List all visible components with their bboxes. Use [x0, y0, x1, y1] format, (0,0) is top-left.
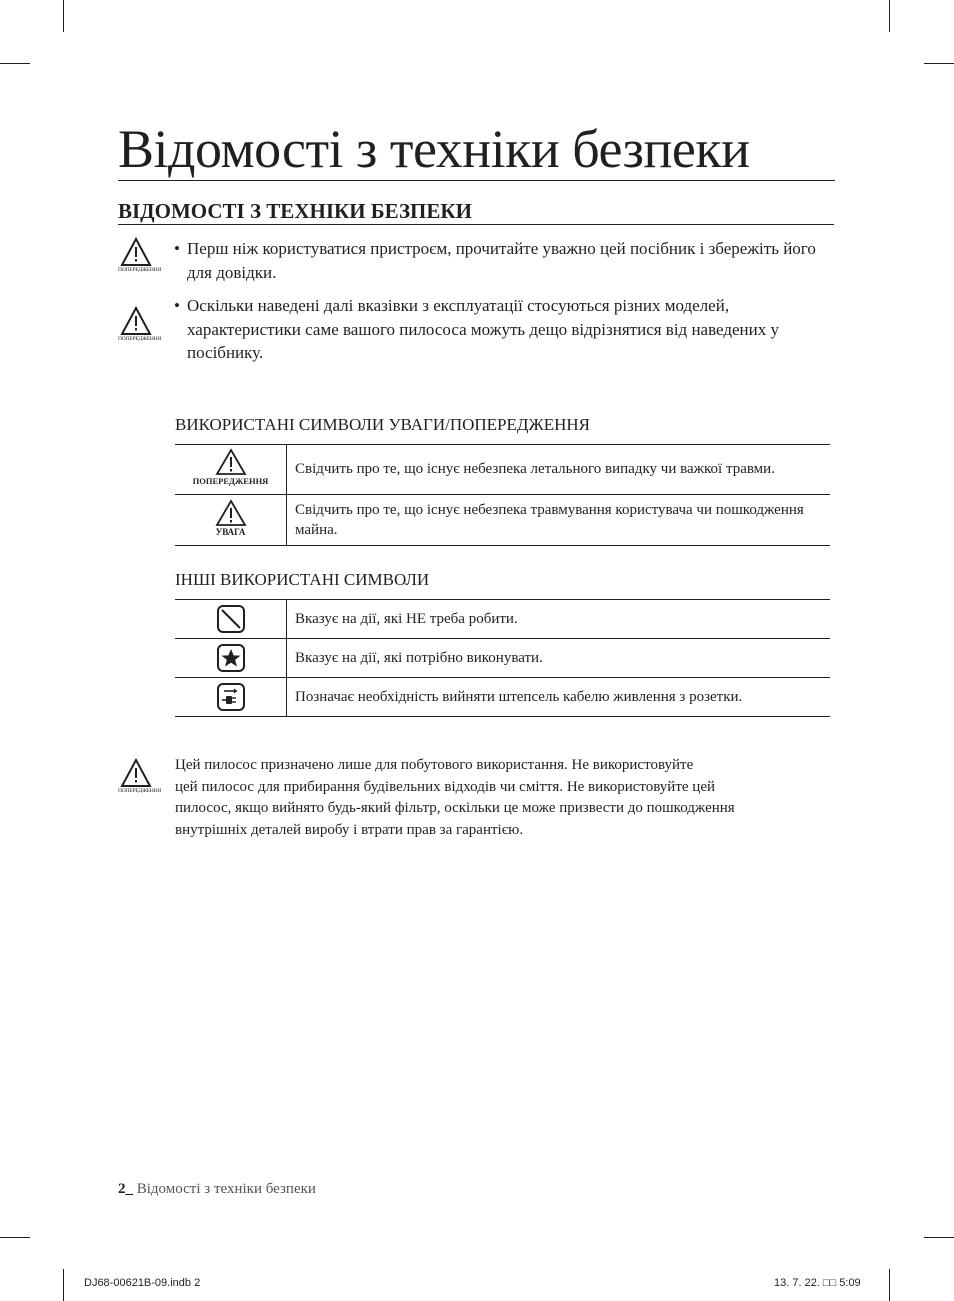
- crop-mark: [0, 63, 30, 64]
- crop-mark: [63, 0, 64, 32]
- caution-symbols-table: [175, 444, 830, 546]
- other-symbols-table: [175, 599, 830, 717]
- page-title: Відомості з техніки безпеки: [118, 118, 835, 181]
- symbol-label: УВАГА: [215, 526, 246, 537]
- warning-triangle-icon: [215, 448, 247, 476]
- table-row: [175, 678, 830, 717]
- bullet: •: [174, 239, 180, 258]
- date-slug: 13. 7. 22. □□ 5:09: [774, 1277, 861, 1289]
- other-symbols-heading: ІНШІ ВИКОРИСТАНІ СИМВОЛИ: [175, 570, 430, 589]
- intro-item: [174, 237, 824, 284]
- warning-icon-block: [118, 306, 161, 343]
- symbol-description: Вказує на дії, які НЕ треба робити.: [287, 600, 831, 639]
- symbol-label: ПОПЕРЕДЖЕННЯ: [192, 476, 269, 487]
- table-row: [175, 445, 830, 495]
- symbol-cell: [175, 445, 287, 495]
- bullet: •: [174, 296, 180, 315]
- intro-text: Перш ніж користуватися пристроєм, прочитайте уважно цей посібник і збережіть його для довідки.: [187, 239, 816, 282]
- table-row: [175, 495, 830, 546]
- warning-icon-label: ПОПЕРЕДЖЕННЯ: [118, 336, 161, 342]
- warning-triangle-icon: [120, 758, 152, 788]
- symbol-cell: [175, 495, 287, 546]
- table-row: [175, 639, 830, 678]
- intro-text: Оскільки наведені далі вказівки з експлуатації стосуються різних моделей, характеристики саме вашого пилососа можуть дещо відрізнятися від наведених у посібнику.: [187, 296, 779, 362]
- warning-triangle-icon: [215, 499, 247, 527]
- symbol-description: Позначає необхідність вийняти штепсель кабелю живлення з розетки.: [287, 678, 831, 717]
- prohibited-icon: [216, 604, 246, 634]
- warning-icon-label: ПОПЕРЕДЖЕННЯ: [118, 788, 161, 794]
- warning-icon-block: [118, 758, 161, 795]
- page-footer: [118, 1179, 316, 1199]
- page-number: 2_: [118, 1181, 133, 1197]
- crop-mark: [63, 1269, 64, 1301]
- warning-icon-block: [118, 237, 161, 274]
- symbol-description: Свідчить про те, що існує небезпека травмування користувача чи пошкодження майна.: [287, 495, 831, 546]
- symbol-description: Свідчить про те, що існує небезпека летального випадку чи важкої травми.: [287, 445, 831, 495]
- unplug-icon: [216, 682, 246, 712]
- crop-mark: [924, 1237, 954, 1238]
- footer-section-label: Відомості з техніки безпеки: [133, 1181, 316, 1197]
- table-row: [175, 600, 830, 639]
- symbol-description: Вказує на дії, які потрібно виконувати.: [287, 639, 831, 678]
- intro-item: [174, 294, 824, 365]
- final-warning-text: Цей пилосос призначено лише для побутового використання. Не використовуйте цей пилосос для прибирання будівельних відходів чи сміття. Не використовуйте цей пилосос, якщо вийнято будь-який фільтр, оскільки це може призвести до пошкодження внутрішніх деталей виробу і втрати прав за гарантією.: [175, 757, 735, 838]
- crop-mark: [0, 1237, 30, 1238]
- crop-mark: [889, 0, 890, 32]
- symbol-cell: [175, 639, 287, 678]
- star-mandatory-icon: [216, 643, 246, 673]
- caution-symbols-heading: ВИКОРИСТАНІ СИМВОЛИ УВАГИ/ПОПЕРЕДЖЕННЯ: [175, 415, 591, 434]
- warning-icon-label: ПОПЕРЕДЖЕННЯ: [118, 267, 161, 273]
- crop-mark: [889, 1269, 890, 1301]
- section-heading: ВІДОМОСТІ З ТЕХНІКИ БЕЗПЕКИ: [118, 198, 834, 225]
- file-slug: DJ68-00621B-09.indb 2: [84, 1277, 201, 1289]
- warning-triangle-icon: [120, 237, 152, 267]
- symbol-cell: [175, 678, 287, 717]
- symbol-cell: [175, 600, 287, 639]
- warning-triangle-icon: [120, 306, 152, 336]
- crop-mark: [924, 63, 954, 64]
